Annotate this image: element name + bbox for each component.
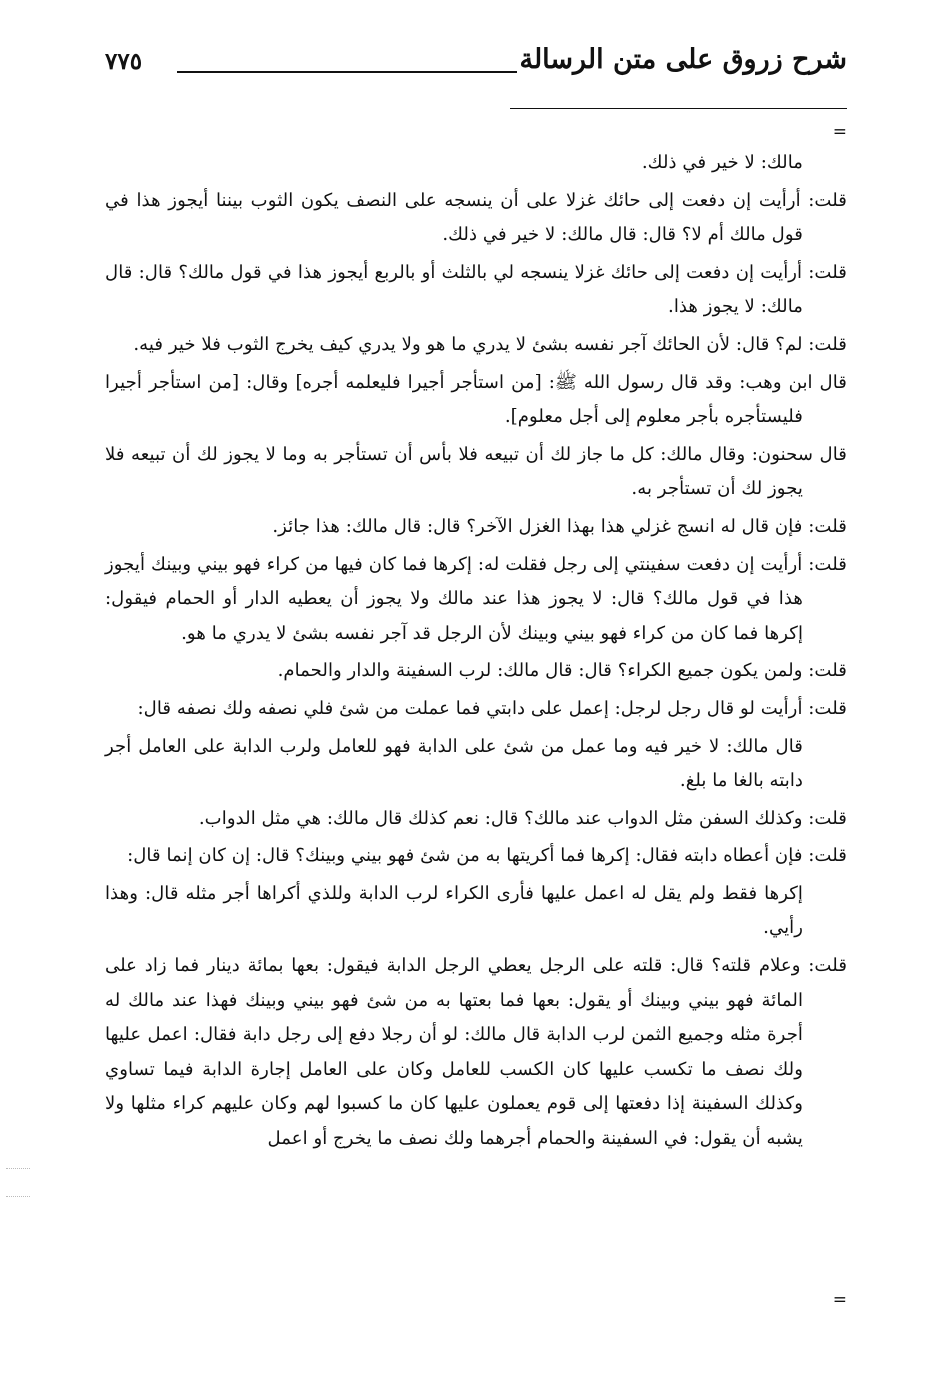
paragraph-text: أرأيت إن دفعت إلى حائك غزلا على أن ينسجه على النصف يكون الثوب بيننا أيجوز هذا في قول مالك أم لا؟ قال: قال مالك: لا خير في ذلك.: [105, 189, 803, 246]
paragraph-text: فإن أعطاه دابته فقال: إكرها فما أكريتها به من شئ فهو بيني وبينك؟ قال: إن كان إنما قال:: [127, 845, 803, 867]
page-number: ٧٧٥: [105, 48, 143, 75]
continuation-mark-top: =: [832, 122, 847, 142]
paragraph: [105, 366, 847, 435]
footnote-separator-rule: [510, 108, 847, 109]
paragraph-text: ولمن يكون جميع الكراء؟ قال: قال مالك: لرب السفينة والدار والحمام.: [277, 660, 803, 682]
main-text: [105, 146, 847, 1160]
paragraph: [105, 548, 847, 652]
paragraph-lead: قلت:: [802, 333, 847, 355]
paragraph-text: أرأيت إن دفعت إلى حائك غزلا ينسجه لي بالثلث أو بالربع أيجوز هذا في قول مالك؟ قال: قال مالك: لا يجوز هذا.: [105, 261, 803, 318]
paragraph: [105, 256, 847, 325]
paragraph-text: وعلام قلته؟ قال: قلته على الرجل يعطي الرجل الدابة فيقول: بعها بمائة دينار فما زاد على المائة فهو بيني وبينك أو يقول: بعها فما بعتها به من شئ فهو بيني وبينك فهذا عند مالك له أجرة مثله وجميع الثمن لرب الدابة قال مالك: لو أن رجلا دفع إلى رجل دابة فقال: اعمل عليها ولك نصف ما تكسب عليها كان الكسب للعامل وكان على العامل إجارة الدابة فيما تساوي وكذلك السفينة إذا دفعتها إلى قوم يعملون عليها كان ما كسبوا لهم وكان عليهم كراء مثلها ولا يشبه أن يقول: في السفينة والحمام أجرهما ولك نصف ما يخرج أو اعمل: [105, 955, 803, 1150]
running-header: [105, 44, 847, 94]
paragraph: [105, 184, 847, 253]
paragraph: [105, 654, 847, 689]
paragraph-text: قال مالك: لا خير فيه وما عمل من شئ على الدابة فهو للعامل ولرب الدابة على العامل أجر دابته بالغا ما بلغ.: [105, 735, 803, 792]
paragraph-lead: قلت:: [802, 660, 847, 682]
paragraph-text: فإن قال له انسج غزلي هذا بهذا الغزل الآخر؟ قال: قال مالك: هذا جائز.: [272, 515, 803, 537]
paragraph: [105, 328, 847, 363]
paragraph-text: أرأيت إن دفعت سفينتي إلى رجل فقلت له: إكرها فما كان فيها من كراء فهو بيني وبينك أيجوز هذا في قول مالك؟ قال: لا يجوز هذا عند مالك ولا يجوز أن يعطيه الدار أو الحمام فيقول: إكرها فما كان من كراء فهو بيني وبينك لأن الرجل قد آجر نفسه بشئ لا يدري ما هو.: [105, 553, 803, 644]
paragraph-lead: قلت:: [802, 845, 847, 867]
book-title: شرح زروق على متن الرسالة: [519, 44, 847, 75]
paragraph: [105, 692, 847, 727]
paragraph: [105, 146, 847, 181]
paragraph-text: مالك: لا خير في ذلك.: [641, 152, 803, 173]
paragraph-lead: قلت:: [802, 807, 847, 829]
paragraph: [105, 510, 847, 545]
paragraph-lead: قلت:: [802, 515, 847, 537]
paragraph-text: وقال مالك: كل ما جاز لك أن تبيعه فلا بأس أن تستأجر به وما لا يجوز لك أن تبيعه فلا يجوز لك أن تستأجر به.: [105, 443, 803, 500]
paragraph: [105, 438, 847, 507]
paragraph: [105, 730, 847, 799]
paragraph-text: وقد قال رسول الله ﷺ: [من استأجر أجيرا فليعلمه أجره] وقال: [من استأجر أجيرا فليستأجره بأجر معلوم إلى أجل معلوم].: [105, 371, 803, 428]
paragraph: [105, 802, 847, 837]
paragraph-lead: قلت:: [802, 261, 847, 283]
margin-dots: [6, 1196, 30, 1197]
paragraph-lead: قال ابن وهب:: [732, 371, 847, 393]
paragraph: [105, 877, 847, 946]
header-rule: [177, 71, 517, 73]
paragraph: [105, 949, 847, 1157]
paragraph-lead: قلت:: [800, 955, 848, 977]
paragraph-lead: قلت:: [800, 189, 847, 211]
paragraph-text: إكرها فقط ولم يقل له اعمل عليها فأرى الكراء لرب الدابة وللذي أكراها أجر مثله قال: وهذا رأيي.: [105, 882, 803, 939]
paragraph-text: أرأيت لو قال رجل لرجل: إعمل على دابتي فما عملت من شئ فلي نصفه ولك نصفه قال:: [137, 697, 803, 719]
paragraph-lead: قلت:: [802, 697, 847, 719]
margin-dots: [6, 1168, 30, 1169]
paragraph-text: وكذلك السفن مثل الدواب عند مالك؟ قال: نعم كذلك قال مالك: هي مثل الدواب.: [198, 807, 803, 829]
paragraph: [105, 839, 847, 874]
continuation-mark-bottom: =: [832, 1290, 847, 1310]
paragraph-lead: قلت:: [802, 553, 848, 575]
paragraph-lead: قال سحنون:: [745, 443, 847, 465]
paragraph-text: لم؟ قال: لأن الحائك آجر نفسه بشئ لا يدري ما هو ولا يدري كيف يخرج الثوب فلا خير فيه.: [133, 333, 803, 355]
